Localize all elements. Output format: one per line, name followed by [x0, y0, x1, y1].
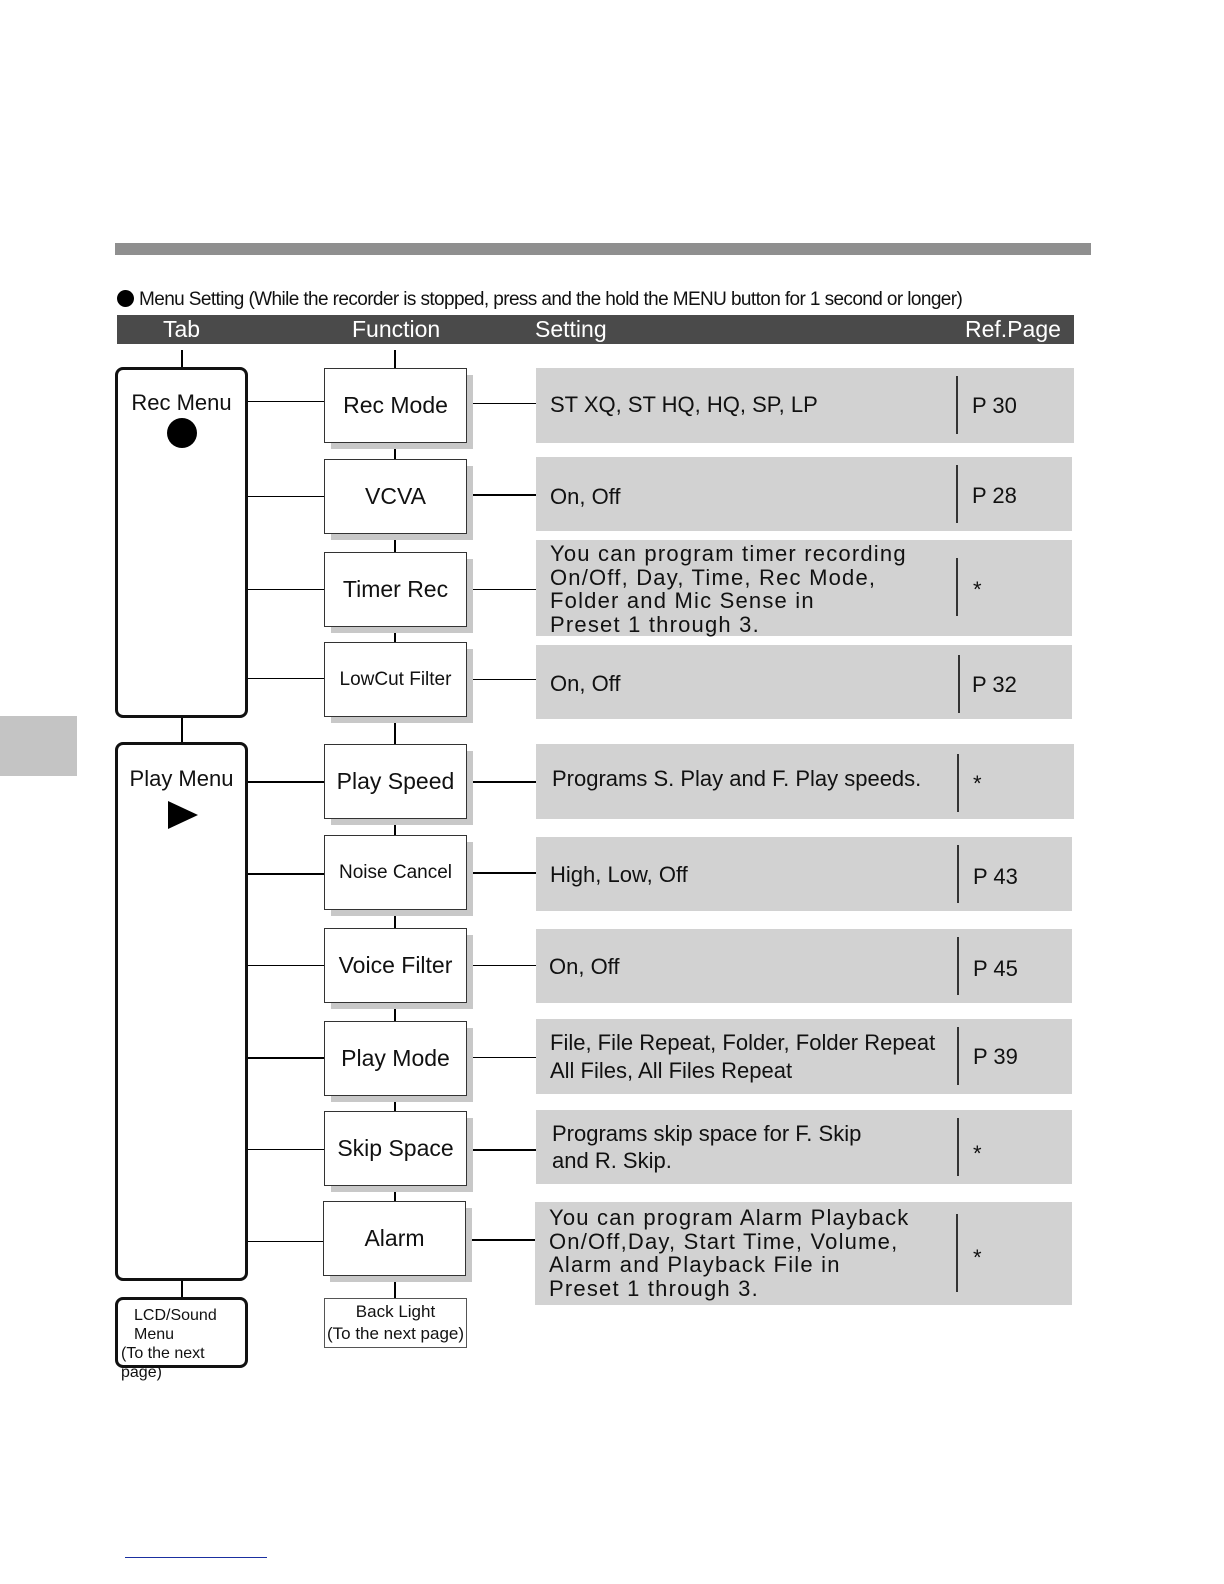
lcd-sound-line-2: Menu — [134, 1326, 175, 1343]
connector-line — [247, 1057, 324, 1059]
setting-row-noise-cancel — [536, 837, 1072, 911]
record-icon — [167, 418, 197, 448]
function-play-mode[interactable]: Play Mode — [324, 1021, 467, 1096]
function-vcva[interactable]: VCVA — [324, 459, 467, 534]
setting-divider — [958, 655, 960, 713]
connector-line — [181, 1279, 183, 1299]
top-rule — [115, 243, 1091, 255]
tab-play-menu[interactable] — [115, 742, 248, 1281]
menu-setting-intro — [117, 289, 1117, 311]
setting-divider — [957, 937, 959, 995]
ref-page: P 30 — [972, 393, 1017, 418]
setting-row-timer-rec — [536, 540, 1072, 636]
setting-text-line: Preset 1 through 3. — [550, 611, 760, 637]
setting-text: Programs S. Play and F. Play speeds. — [552, 766, 922, 791]
connector-line — [466, 872, 536, 874]
connector-line — [394, 350, 396, 369]
setting-text-line: You can program timer recording — [550, 541, 907, 566]
setting-text-line: You can program Alarm Playback — [549, 1205, 910, 1230]
setting-divider — [956, 1214, 958, 1292]
setting-row-alarm — [535, 1202, 1072, 1305]
setting-text-line: Preset 1 through 3. — [549, 1275, 759, 1301]
ref-page: P 39 — [973, 1044, 1018, 1069]
setting-text-line: On/Off, Day, Time, Rec Mode, — [550, 564, 877, 590]
connector-line — [466, 965, 536, 966]
connector-line — [466, 1149, 536, 1151]
setting-text: ST XQ, ST HQ, HQ, SP, LP — [550, 392, 818, 417]
connector-line — [466, 589, 536, 590]
function-lowcut-filter[interactable]: LowCut Filter — [324, 642, 467, 717]
tab-rec-menu-label: Rec Menu — [131, 390, 232, 415]
bottom-link-line — [125, 1557, 267, 1558]
connector-line — [466, 403, 536, 404]
ref-page: * — [973, 1141, 982, 1166]
connector-line — [465, 1239, 535, 1241]
connector-line — [247, 873, 324, 875]
setting-text-line: On/Off,Day, Start Time, Volume, — [549, 1228, 899, 1254]
ref-page: P 45 — [973, 956, 1018, 981]
setting-text: On, Off — [550, 484, 621, 509]
function-noise-cancel[interactable]: Noise Cancel — [324, 835, 467, 910]
setting-row-vcva — [536, 457, 1072, 531]
setting-divider — [957, 1027, 959, 1085]
tab-rec-menu[interactable] — [115, 367, 248, 718]
setting-text: On, Off — [550, 671, 621, 696]
setting-text-block — [550, 542, 907, 636]
setting-row-voice-filter — [536, 929, 1072, 1003]
function-voice-filter[interactable]: Voice Filter — [324, 928, 467, 1003]
tab-play-menu-label: Play Menu — [129, 766, 234, 791]
setting-divider — [957, 754, 959, 812]
bullet-icon — [117, 290, 134, 307]
header-ref-page: Ref.Page — [965, 316, 1061, 342]
function-timer-rec[interactable]: Timer Rec — [324, 552, 467, 627]
lcd-sound-line-3: (To the next page) — [121, 1345, 205, 1381]
connector-line — [247, 589, 324, 590]
connector-line — [247, 678, 324, 679]
connector-line — [247, 496, 324, 497]
setting-row-play-speed — [536, 744, 1074, 819]
header-setting: Setting — [535, 316, 607, 342]
back-light-line-1: Back Light — [355, 1302, 436, 1321]
connector-line — [247, 781, 324, 783]
connector-line — [466, 679, 536, 680]
setting-text: On, Off — [549, 954, 620, 979]
ref-page: * — [973, 1245, 982, 1270]
function-alarm[interactable]: Alarm — [323, 1201, 466, 1276]
intro-text: Menu Setting (While the recorder is stopped, press and the hold the MENU button for 1 second or longer) — [139, 289, 963, 310]
function-back-light[interactable] — [324, 1298, 467, 1348]
connector-line — [247, 965, 324, 966]
setting-divider — [956, 376, 958, 434]
side-tab-marker — [0, 716, 77, 776]
setting-text-line: and R. Skip. — [552, 1148, 672, 1173]
connector-line — [247, 1149, 324, 1150]
setting-divider — [956, 558, 958, 616]
ref-page: P 43 — [973, 864, 1018, 889]
connector-line — [247, 1241, 323, 1242]
function-play-speed[interactable]: Play Speed — [324, 744, 467, 819]
back-light-line-2: (To the next page) — [326, 1324, 465, 1343]
function-rec-mode[interactable]: Rec Mode — [324, 368, 467, 443]
header-tab: Tab — [163, 316, 201, 342]
setting-divider — [957, 1118, 959, 1176]
setting-text-block — [549, 1206, 909, 1300]
connector-line — [247, 401, 324, 402]
setting-row-skip-space — [536, 1110, 1072, 1184]
ref-page: * — [973, 771, 982, 796]
ref-page: P 28 — [972, 483, 1017, 508]
function-skip-space[interactable]: Skip Space — [324, 1111, 467, 1186]
setting-row-lowcut-filter — [536, 645, 1072, 719]
connector-line — [466, 494, 536, 496]
setting-text-line: File, File Repeat, Folder, Folder Repeat — [550, 1030, 936, 1055]
setting-text-line: Programs skip space for F. Skip — [552, 1121, 862, 1146]
header-function: Function — [352, 316, 441, 342]
setting-text-line: Alarm and Playback File in — [549, 1252, 841, 1277]
ref-page: * — [973, 577, 982, 602]
setting-text-block — [552, 1120, 861, 1174]
setting-divider — [957, 845, 959, 903]
setting-row-play-mode — [536, 1019, 1072, 1094]
setting-text-line: Folder and Mic Sense in — [550, 588, 815, 613]
connector-line — [466, 1057, 536, 1058]
play-icon — [168, 801, 198, 829]
tab-lcd-sound-menu[interactable] — [115, 1297, 248, 1381]
setting-text-block — [550, 1029, 935, 1085]
connector-line — [466, 781, 536, 783]
setting-text: High, Low, Off — [550, 862, 688, 887]
lcd-sound-line-1: LCD/Sound — [134, 1307, 217, 1324]
ref-page: P 32 — [972, 672, 1017, 697]
setting-row-rec-mode — [536, 368, 1074, 443]
setting-text-line: All Files, All Files Repeat — [550, 1058, 793, 1083]
connector-line — [181, 716, 183, 743]
setting-divider — [956, 465, 958, 523]
